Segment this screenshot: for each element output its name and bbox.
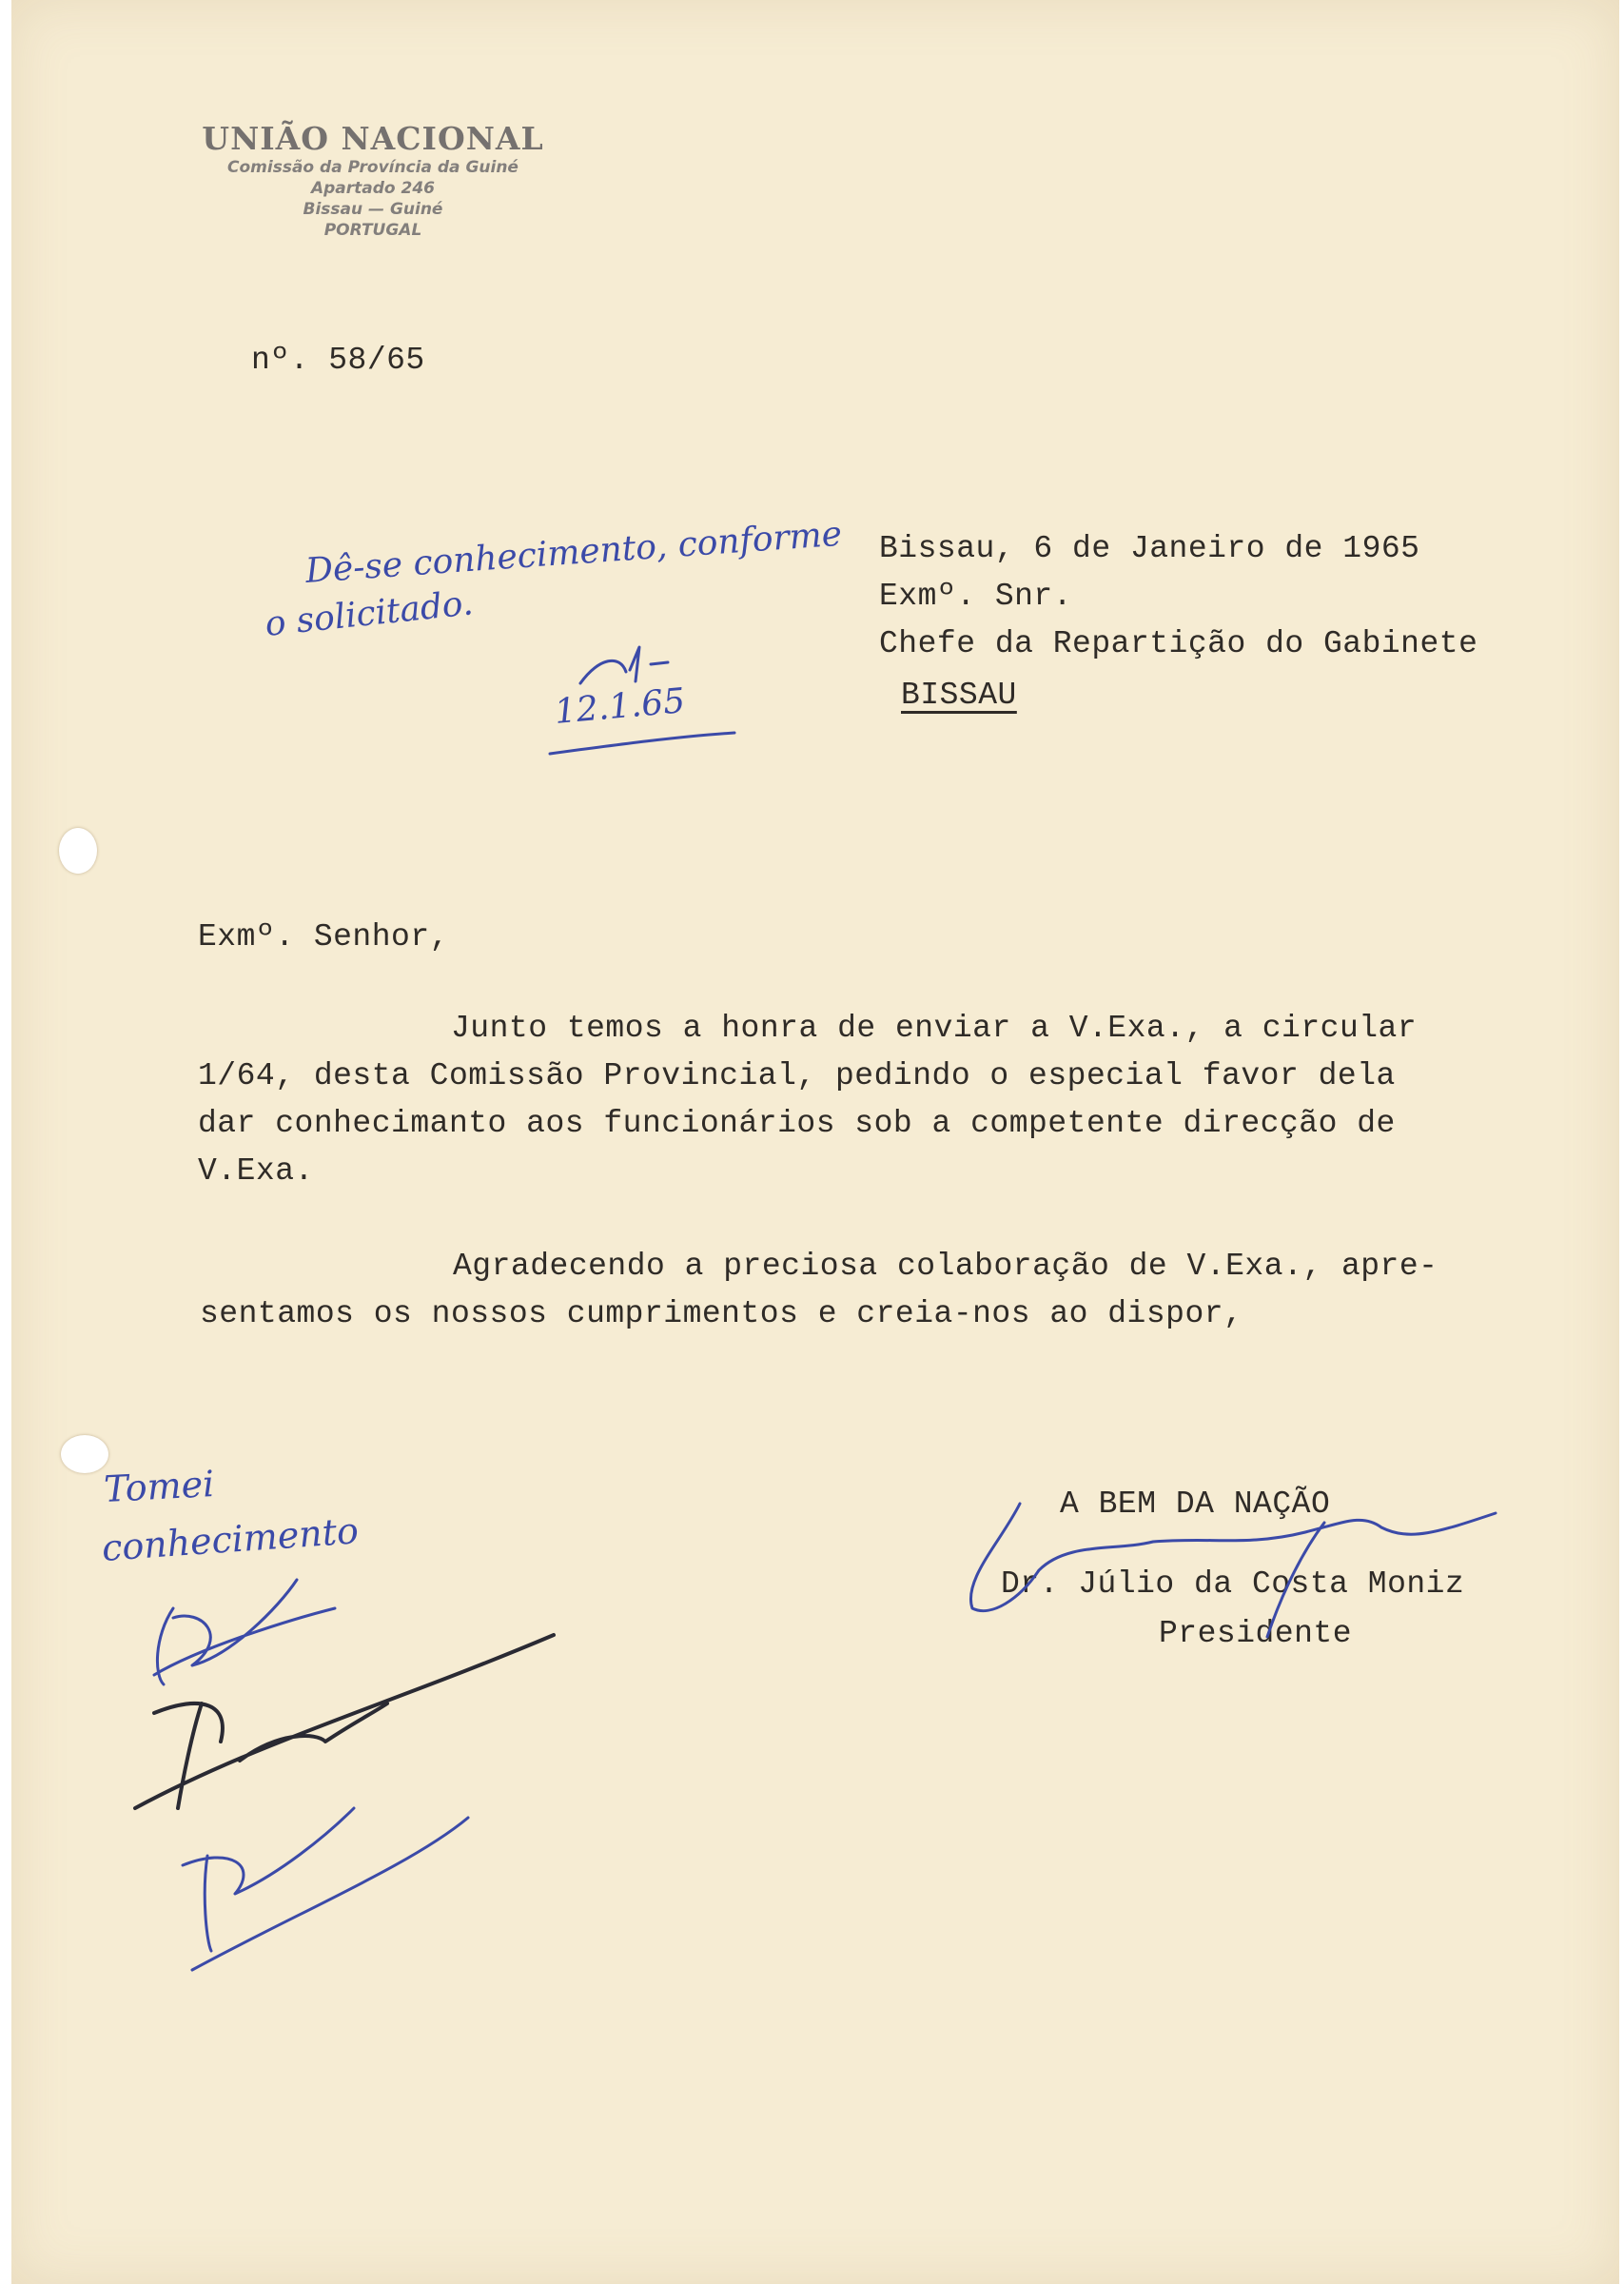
handwritten-note-top-date: 12.1.65: [553, 681, 687, 732]
body-line: Agradecendo a preciosa colaboração de V.Exa., apre-: [453, 1249, 1438, 1284]
recipient-city: BISSAU: [901, 678, 1017, 713]
handwritten-note-bottom-line2: conhecimento: [100, 1509, 361, 1569]
handwritten-note-top: [264, 515, 844, 754]
handwritten-note-top-line1: Dê-se conhecimento, conforme: [303, 514, 844, 591]
handwriting-layer: [11, 0, 1619, 2284]
stamp-organization: UNIÃO NACIONAL: [202, 120, 544, 157]
stamp-line-country: PORTUGAL: [323, 221, 422, 240]
handwritten-note-bottom-line1: Tomei: [103, 1462, 216, 1510]
recipient-salutation: Exmº. Snr.: [879, 579, 1073, 614]
body-line: sentamos os nossos cumprimentos e creia-nos ao dispor,: [200, 1296, 1243, 1331]
stamp-line-city: Bissau — Guiné: [303, 200, 443, 219]
handwritten-initials-lower: [183, 1808, 468, 1970]
handwritten-initial-mark: [580, 647, 668, 683]
handwritten-note-underline: [550, 733, 734, 754]
body-line: 1/64, desta Comissão Provincial, pedindo o especial favor dela: [198, 1058, 1396, 1093]
closing-motto: A BEM DA NAÇÃO: [1060, 1487, 1331, 1522]
signatory-name: Dr. Júlio da Costa Moniz: [1001, 1566, 1465, 1602]
reference-number: nº. 58/65: [251, 343, 425, 378]
body-line: V.Exa.: [198, 1153, 314, 1189]
body-line: dar conhecimanto aos funcionários sob a competente direcção de: [198, 1106, 1396, 1141]
body-line: Junto temos a honra de enviar a V.Exa., a circular: [451, 1011, 1418, 1046]
handwritten-note-top-line2: o solicitado.: [263, 583, 476, 644]
stamp-line-address: Apartado 246: [310, 179, 436, 198]
handwritten-note-bottom: [101, 1463, 554, 1970]
signatory-role: Presidente: [1159, 1616, 1353, 1651]
handwritten-signature-president: [970, 1504, 1496, 1637]
handwritten-initials-blue: [154, 1580, 335, 1684]
letter-sheet: [11, 0, 1619, 2284]
place-date: Bissau, 6 de Janeiro de 1965: [879, 531, 1420, 566]
salutation: Exmº. Senhor,: [198, 919, 449, 955]
stamp-line-commission: Comissão da Província da Guiné: [227, 158, 519, 177]
recipient-title: Chefe da Repartição do Gabinete: [879, 626, 1478, 661]
